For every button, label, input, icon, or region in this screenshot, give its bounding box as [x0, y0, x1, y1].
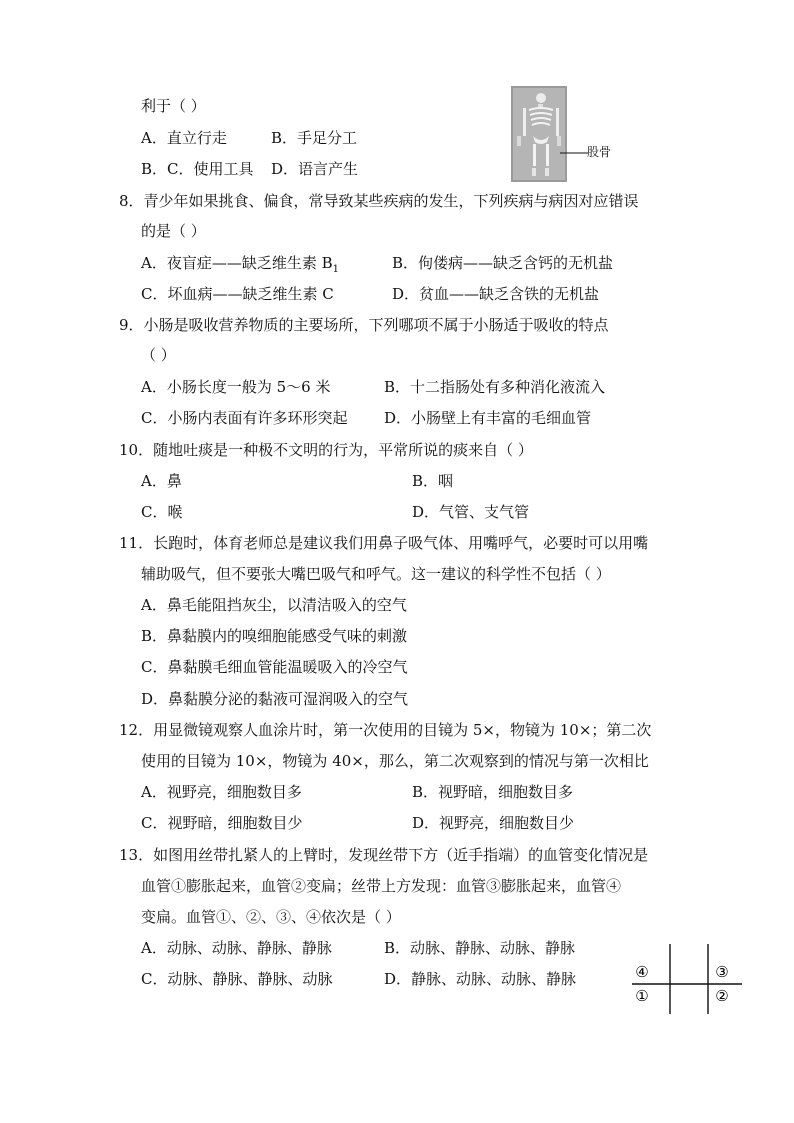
q7-stem-line: 利于（ ） — [141, 97, 206, 115]
q8-option-d: D．贫血——缺乏含铁的无机盐 — [392, 285, 600, 303]
q11-option-c: C．鼻黏膜毛细血管能温暖吸入的冷空气 — [141, 658, 408, 676]
q9-option-b: B．十二指肠处有多种消化液流入 — [384, 378, 606, 396]
femur-label: 股骨 — [587, 145, 612, 159]
q12-option-a: A．视野亮，细胞数目多 — [141, 783, 302, 801]
vessel-label-1: ① — [635, 987, 649, 1005]
q11-option-a: A．鼻毛能阻挡灰尘，以清洁吸入的空气 — [141, 596, 407, 614]
q13-option-c: C．动脉、静脉、静脉、动脉 — [141, 970, 333, 988]
q7-option-a: A．直立行走 — [141, 129, 227, 147]
q13-stem-line-1: 13．如图用丝带扎紧人的上臂时，发现丝带下方（近手指端）的血管变化情况是 — [119, 846, 649, 864]
q8-stem-line-2: 的是（ ） — [141, 222, 206, 240]
femur-pointer-line — [560, 150, 588, 156]
fossil-skeleton-figure — [511, 86, 567, 182]
q10-option-a: A．鼻 — [141, 472, 182, 490]
q12-option-c: C．视野暗，细胞数目少 — [141, 814, 303, 832]
q9-option-c: C．小肠内表面有许多环形突起 — [141, 409, 348, 427]
q13-stem-line-2: 血管①膨胀起来，血管②变扁；丝带上方发现：血管③膨胀起来，血管④ — [141, 877, 622, 895]
q8-option-c: C．坏血病——缺乏维生素 C — [141, 285, 334, 303]
q13-stem-line-3: 变扁。血管①、②、③、④依次是（ ） — [141, 908, 401, 926]
q11-option-b: B．鼻黏膜内的嗅细胞能感受气味的刺激 — [141, 627, 408, 645]
q13-option-b: B．动脉、静脉、动脉、静脉 — [384, 939, 576, 957]
q13-option-a: A．动脉、动脉、静脉、静脉 — [141, 939, 332, 957]
q8-option-b: B．佝偻病——缺乏含钙的无机盐 — [392, 254, 614, 272]
q11-option-d: D．鼻黏膜分泌的黏液可湿润吸入的空气 — [141, 690, 409, 708]
q10-stem-line: 10．随地吐痰是一种极不文明的行为，平常所说的痰来自（ ） — [119, 441, 533, 459]
q8-option-a-text: A．夜盲症——缺乏维生素 B — [141, 254, 333, 272]
q8-option-a — [141, 253, 339, 280]
q8-option-a-subscript: 1 — [332, 264, 339, 275]
q12-stem-line-2: 使用的目镜为 10×，物镜为 40×，那么，第二次观察到的情况与第一次相比 — [141, 752, 649, 770]
q11-stem-line-1: 11．长跑时，体育老师总是建议我们用鼻子吸气体、用嘴呼气，必要时可以用嘴 — [119, 534, 649, 552]
q12-option-d: D．视野亮，细胞数目少 — [412, 814, 575, 832]
q8-stem-line-1: 8．青少年如果挑食、偏食，常导致某些疾病的发生，下列疾病与病因对应错误 — [119, 192, 639, 210]
q10-option-d: D．气管、支气管 — [412, 503, 530, 521]
vessel-label-2: ② — [715, 987, 729, 1005]
q10-option-c: C．喉 — [141, 503, 183, 521]
q7-option-b: B．手足分工 — [271, 129, 358, 147]
blood-vessel-diagram — [632, 944, 742, 1014]
q12-stem-line-1: 12．用显微镜观察人血涂片时，第一次使用的目镜为 5×，物镜为 10×；第二次 — [119, 721, 652, 739]
q7-option-c: B．C．使用工具 — [141, 160, 254, 178]
q9-option-d: D．小肠壁上有丰富的毛细血管 — [384, 409, 592, 427]
q11-stem-line-2: 辅助吸气，但不要张大嘴巴吸气和呼气。这一建议的科学性不包括（ ） — [141, 565, 611, 583]
q10-option-b: B．咽 — [412, 472, 454, 490]
q9-option-a: A．小肠长度一般为 5～6 米 — [141, 378, 331, 396]
q9-stem-line-2: （ ） — [141, 346, 176, 364]
vessel-label-4: ④ — [635, 963, 649, 981]
q9-stem-line-1: 9．小肠是吸收营养物质的主要场所，下列哪项不属于小肠适于吸收的特点 — [119, 316, 609, 334]
q13-option-d: D．静脉、动脉、动脉、静脉 — [384, 970, 577, 988]
q12-option-b: B．视野暗，细胞数目多 — [412, 783, 574, 801]
vessel-label-3: ③ — [715, 963, 729, 981]
q7-option-d: D．语言产生 — [271, 160, 359, 178]
